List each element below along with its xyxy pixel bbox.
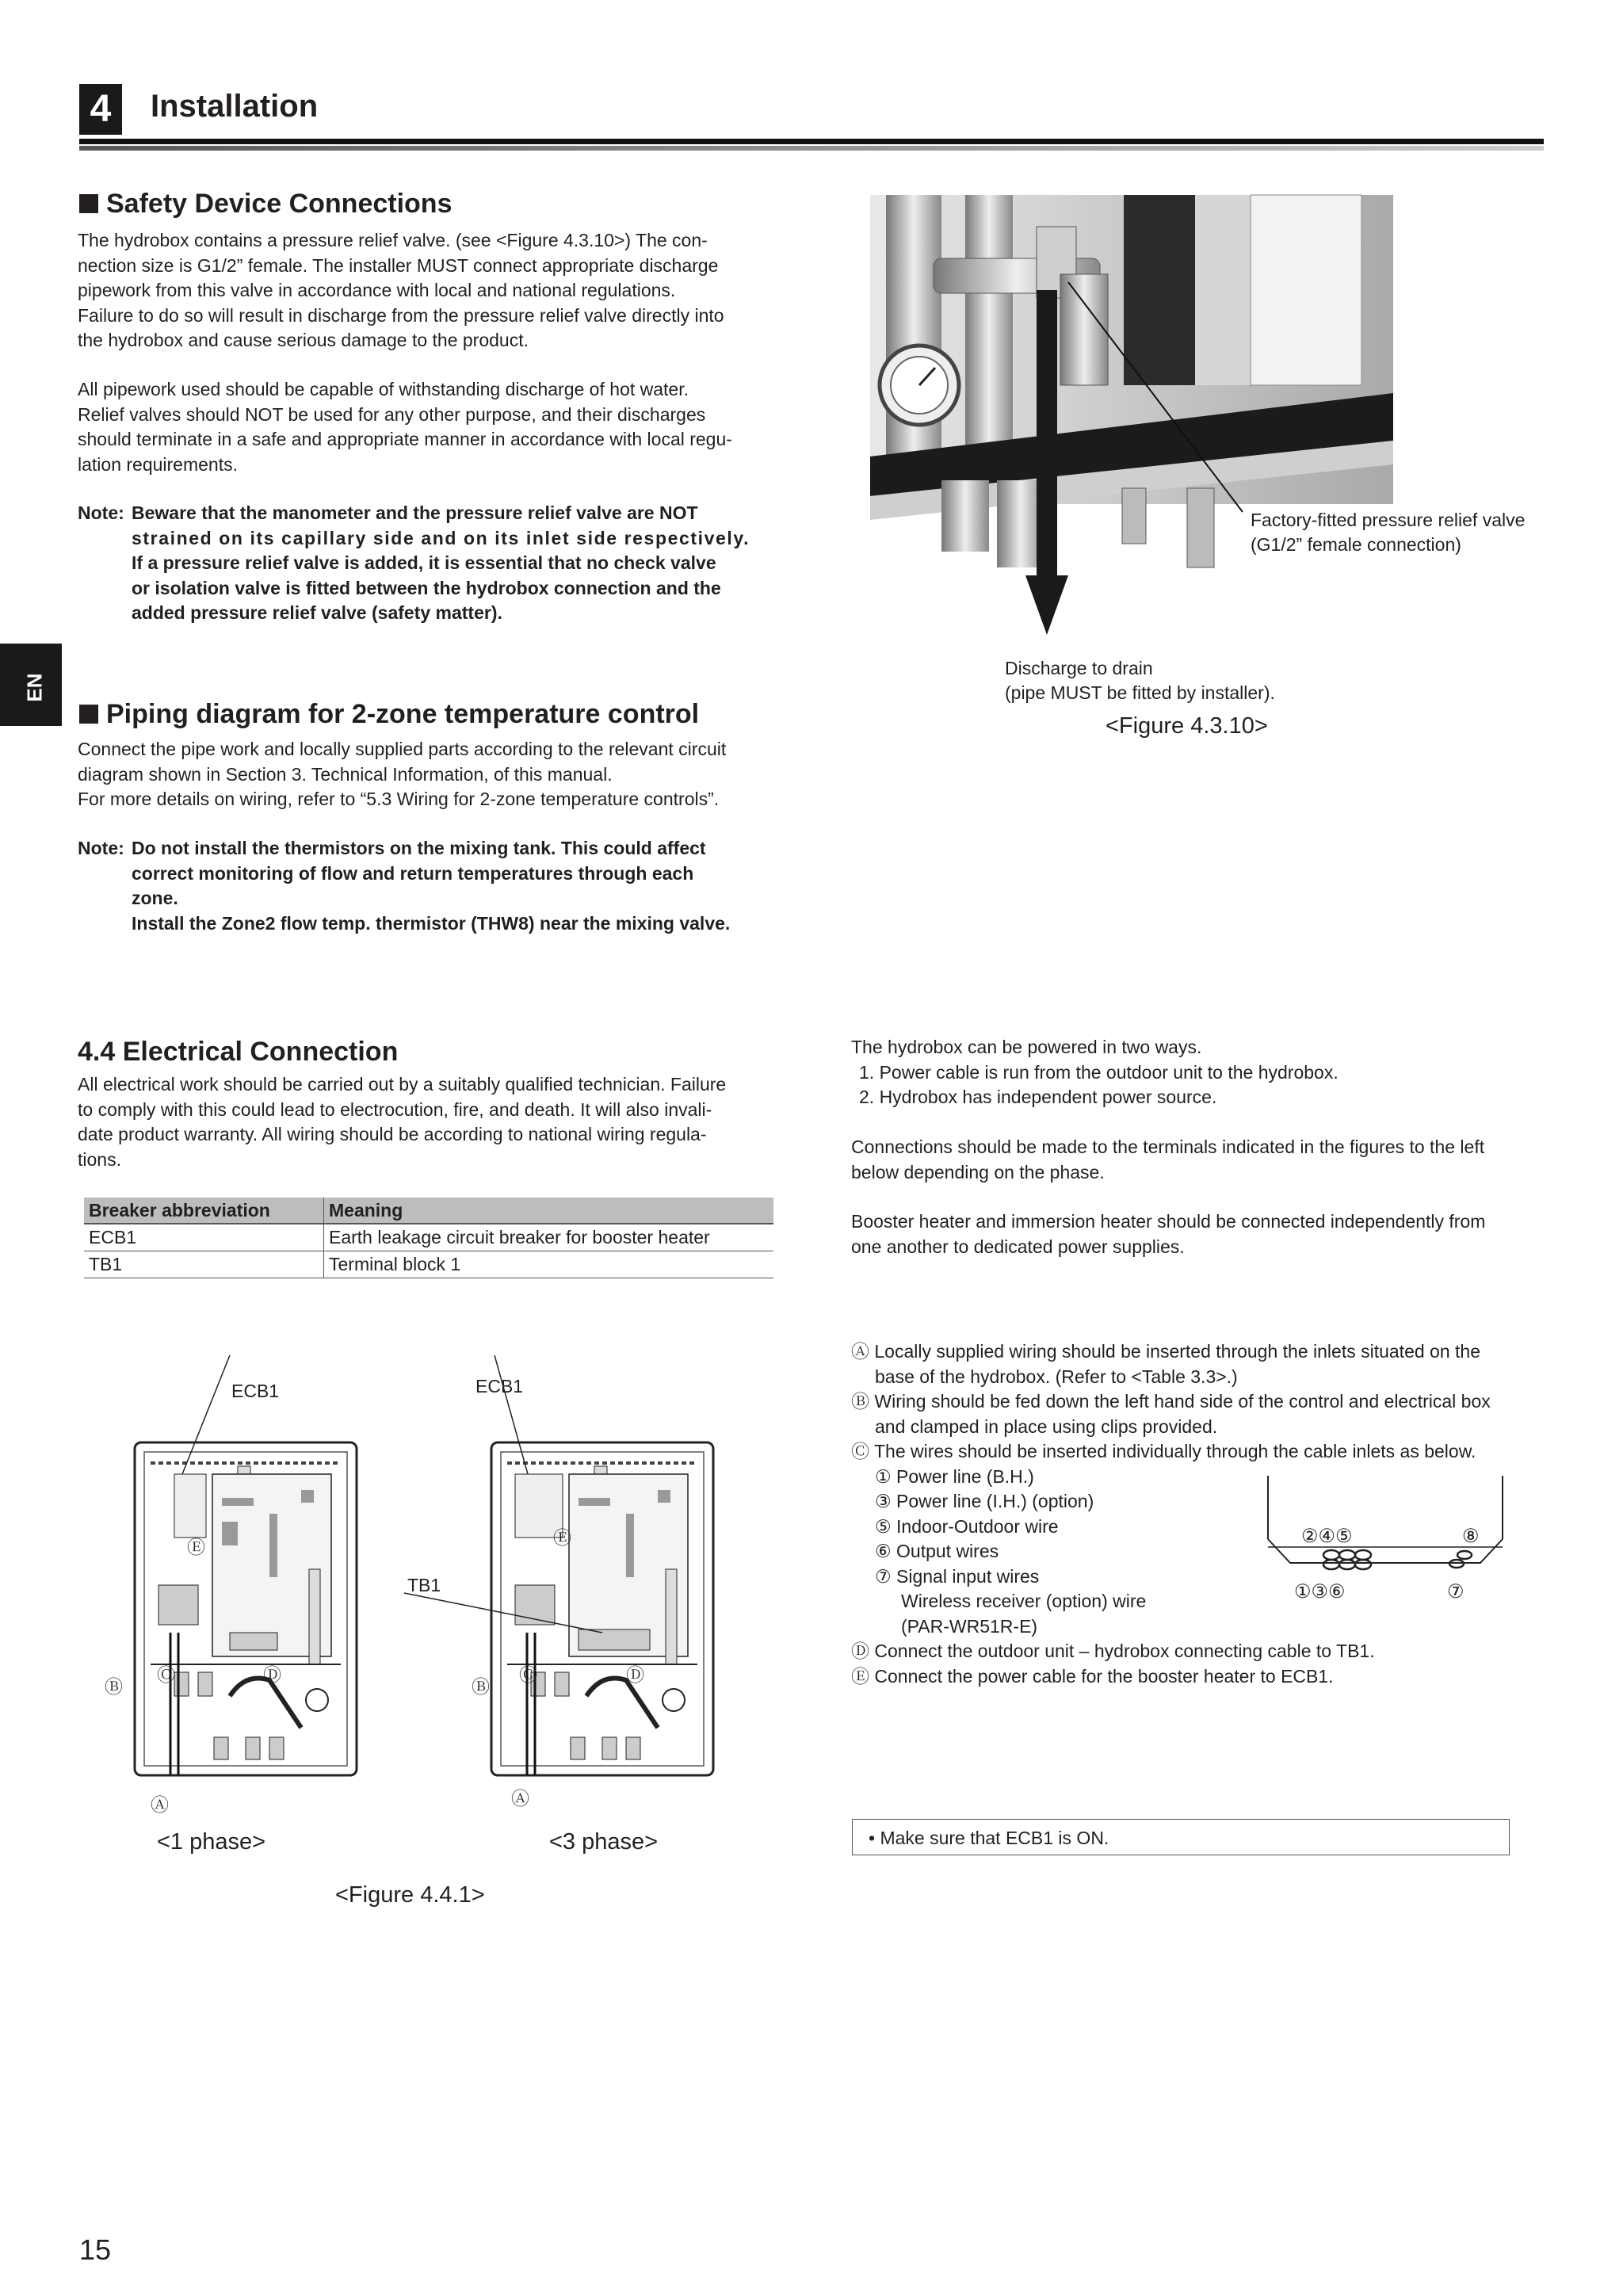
legend-a-line: Ⓐ Locally supplied wiring should be inserted through the inlets situated on the	[851, 1341, 1480, 1362]
booster-paragraph	[851, 1209, 1547, 1259]
caption-3phase: <3 phase>	[549, 1829, 659, 1855]
caption-1phase: <1 phase>	[157, 1829, 266, 1855]
header-rule-gradient	[79, 146, 1544, 151]
table-header-cell: Meaning	[324, 1198, 774, 1224]
chapter-number: 4	[79, 84, 122, 135]
legend-b-line: and clamped in place using clips provided.	[875, 1415, 1218, 1437]
text-line: Connections should be made to the terminals indicated in the figures to the left	[851, 1137, 1485, 1157]
text-line: Discharge to drain	[1005, 658, 1153, 678]
legend-c-item: ⑥ Output wires	[875, 1541, 999, 1561]
ecb1-label-1phase: ECB1	[231, 1381, 280, 1401]
inlet-label-bottom-right: ⑦	[1447, 1581, 1465, 1603]
text-line: below depending on the phase.	[851, 1161, 1105, 1182]
text-line: Booster heater and immersion heater should be connected independently from	[851, 1211, 1486, 1232]
power-paragraph	[851, 1035, 1545, 1110]
figure-441-caption: <Figure 4.4.1>	[335, 1882, 485, 1908]
text-line: All pipework used should be capable of withstanding discharge of hot water.	[78, 379, 689, 399]
text-line: lation requirements.	[78, 453, 238, 475]
text-line: diagram shown in Section 3. Technical Information, of this manual.	[78, 763, 613, 785]
table-cell: ECB1	[84, 1224, 324, 1251]
text-line: Do not install the thermistors on the mixing tank. This could affect	[132, 838, 706, 858]
electrical-paragraph	[78, 1072, 772, 1172]
language-tab-label: EN	[22, 673, 47, 702]
note-label: Note:	[78, 838, 124, 858]
marker-d-1phase: Ⓓ	[263, 1664, 281, 1685]
inlet-label-top-right: ⑧	[1462, 1526, 1480, 1547]
text-line: pipework from this valve in accordance with local and national regulations.	[78, 280, 676, 300]
text-line: nection size is G1/2” female. The installer MUST connect appropriate discharge	[78, 254, 719, 276]
text-line: Install the Zone2 flow temp. thermistor (THW8) near the mixing valve.	[132, 912, 731, 934]
table-row	[84, 1251, 773, 1278]
piping-note	[78, 836, 772, 939]
text-line: strained on its capillary side and on its inlet side respectively.	[132, 527, 750, 548]
inlet-label-top-left: ②④⑤	[1301, 1526, 1353, 1547]
drain-callout	[1005, 656, 1275, 705]
table-header-row	[84, 1198, 773, 1224]
square-bullet-icon	[79, 705, 98, 724]
text-line: correct monitoring of flow and return temperatures through each	[132, 862, 694, 884]
text-line: the hydrobox and cause serious damage to the product.	[78, 330, 529, 350]
text-line: Relief valves should NOT be used for any other purpose, and their discharges	[78, 403, 706, 425]
text-line: (G1/2” female connection)	[1251, 534, 1461, 555]
marker-e-3phase: Ⓔ	[553, 1527, 571, 1548]
electrical-heading: 4.4 Electrical Connection	[78, 1037, 399, 1067]
figure-4310-caption: <Figure 4.3.10>	[1106, 713, 1268, 739]
safety-heading-text: Safety Device Connections	[106, 189, 453, 219]
marker-e-1phase: Ⓔ	[187, 1537, 205, 1557]
safety-heading	[79, 189, 452, 220]
pressure-relief-valve-photo	[870, 195, 1393, 686]
marker-c-3phase: Ⓒ	[519, 1664, 537, 1685]
note-body	[132, 501, 772, 626]
text-line: 1. Power cable is run from the outdoor unit to the hydrobox.	[859, 1061, 1338, 1083]
text-line: added pressure relief valve (safety matter).	[132, 602, 502, 623]
marker-a-1phase: Ⓐ	[151, 1794, 169, 1815]
text-line: (pipe MUST be fitted by installer).	[1005, 682, 1275, 703]
table-cell: Terminal block 1	[324, 1251, 774, 1278]
language-tab	[0, 644, 62, 726]
chapter-title: Installation	[151, 89, 319, 124]
marker-a-3phase: Ⓐ	[511, 1788, 529, 1809]
marker-b-3phase: Ⓑ	[472, 1676, 490, 1697]
text-line: should terminate in a safe and appropriate manner in accordance with local regu-	[78, 429, 732, 449]
legend-e-line: Ⓔ Connect the power cable for the booster heater to ECB1.	[851, 1665, 1334, 1687]
tb1-label: TB1	[407, 1575, 441, 1595]
text-line: All electrical work should be carried out by a suitably qualified technician. Failure	[78, 1074, 727, 1095]
piping-heading	[79, 699, 699, 730]
note-label: Note:	[78, 502, 124, 523]
relief-valve-callout	[1251, 508, 1525, 557]
piping-heading-text: Piping diagram for 2-zone temperature control	[106, 699, 700, 729]
breaker-table	[84, 1198, 773, 1278]
text-line: one another to dedicated power supplies.	[851, 1236, 1185, 1257]
text-line: or isolation valve is fitted between the hydrobox connection and the	[132, 577, 721, 598]
legend-b-line: Ⓑ Wiring should be fed down the left hand side of the control and electrical box	[851, 1391, 1491, 1412]
legend-c-item: ⑦ Signal input wires	[875, 1565, 1040, 1587]
text-line: Factory-fitted pressure relief valve	[1251, 510, 1526, 530]
legend-c-extra: Wireless receiver (option) wire	[901, 1591, 1147, 1611]
text-line: The hydrobox contains a pressure relief valve. (see <Figure 4.3.10>) The con-	[78, 230, 708, 250]
text-line: date product warranty. All wiring should be according to national wiring regula-	[78, 1124, 707, 1144]
text-line: Failure to do so will result in discharge from the pressure relief valve directly into	[78, 304, 724, 326]
text-line: Connect the pipe work and locally supplied parts according to the relevant circuit	[78, 739, 727, 759]
text-line: Beware that the manometer and the pressure relief valve are NOT	[132, 502, 698, 523]
text-line: If a pressure relief valve is added, it is essential that no check valve	[132, 552, 716, 573]
marker-b-1phase: Ⓑ	[105, 1676, 123, 1697]
table-header-cell: Breaker abbreviation	[84, 1198, 324, 1224]
text-line: The hydrobox can be powered in two ways.	[851, 1037, 1202, 1057]
legend-a-line: base of the hydrobox. (Refer to <Table 3.3>.)	[875, 1366, 1238, 1387]
table-cell: TB1	[84, 1251, 324, 1278]
text-line: to comply with this could lead to electrocution, fire, and death. It will also invali-	[78, 1098, 712, 1120]
legend-c-item: ① Power line (B.H.)	[875, 1465, 1034, 1487]
safety-note	[78, 501, 772, 628]
legend-c-extra: (PAR-WR51R-E)	[901, 1615, 1038, 1637]
marker-d-3phase: Ⓓ	[626, 1664, 644, 1685]
text-line: For more details on wiring, refer to “5.3 Wiring for 2-zone temperature controls”.	[78, 789, 720, 809]
text-line: tions.	[78, 1148, 121, 1170]
ecb1-reminder-box: • Make sure that ECB1 is ON.	[852, 1819, 1510, 1855]
header-rule	[79, 139, 1544, 144]
marker-c-1phase: Ⓒ	[157, 1664, 175, 1685]
page-number: 15	[79, 2233, 112, 2266]
table-cell: Earth leakage circuit breaker for booster heater	[324, 1224, 774, 1251]
hydrobox-3phase-diagram	[483, 1442, 721, 1791]
hydrobox-1phase-diagram	[127, 1442, 365, 1791]
legend-d-line: Ⓓ Connect the outdoor unit – hydrobox connecting cable to TB1.	[851, 1641, 1375, 1661]
note-body	[132, 836, 772, 936]
legend-c-item: ③ Power line (I.H.) (option)	[875, 1491, 1094, 1511]
ecb1-label-3phase: ECB1	[475, 1376, 524, 1396]
legend-c-line: Ⓒ The wires should be inserted individually through the cable inlets as below.	[851, 1441, 1476, 1461]
safety-paragraph-2	[78, 377, 772, 477]
text-line: 2. Hydrobox has independent power source.	[859, 1087, 1217, 1107]
square-bullet-icon	[79, 194, 98, 213]
table-row	[84, 1224, 773, 1251]
inlet-label-bottom-left: ①③⑥	[1294, 1581, 1346, 1603]
piping-paragraph	[78, 737, 772, 812]
connections-paragraph	[851, 1135, 1547, 1185]
safety-paragraph-1	[78, 228, 772, 353]
legend-c-item: ⑤ Indoor-Outdoor wire	[875, 1515, 1059, 1537]
text-line: zone.	[132, 888, 178, 908]
